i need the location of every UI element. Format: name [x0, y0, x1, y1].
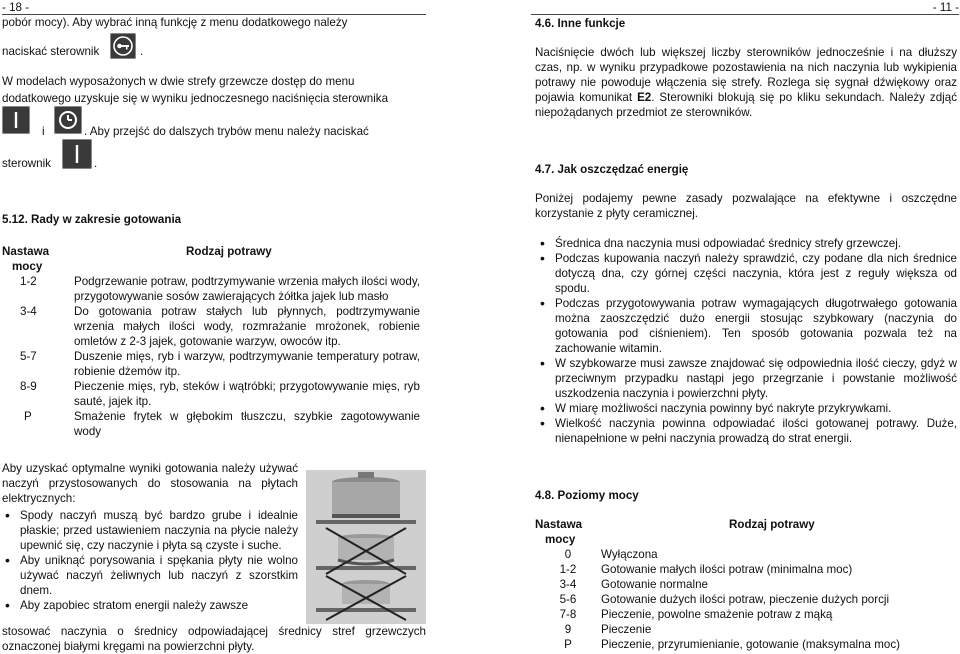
row-food-description: Duszenie mięs, ryb i warzyw, podtrzymywanie temperatury potraw, robienie dżemów itp.	[74, 350, 420, 378]
row-food-description: Pieczenie	[601, 623, 652, 636]
list-item: • Aby zapobiec stratom energii należy zawsze	[2, 598, 298, 613]
error-code-e2: E2	[637, 91, 652, 104]
row-power-level: 1-2	[20, 275, 37, 288]
table-row	[535, 547, 957, 562]
row-power-level: 7-8	[559, 608, 577, 621]
timer-icon	[54, 106, 82, 134]
table-row	[535, 577, 957, 592]
cooking-table	[2, 244, 426, 439]
key-icon	[110, 33, 136, 59]
section-title-4-6: 4.6. Inne funkcje	[535, 17, 626, 30]
table-row	[535, 622, 957, 637]
cooking-table-body	[2, 274, 426, 439]
intro-text-2b: .	[140, 45, 144, 58]
table-row	[2, 409, 426, 439]
row-food-description: Gotowanie normalne	[601, 578, 708, 591]
table-row	[535, 607, 957, 622]
power-icon	[2, 106, 30, 134]
row-food-description: Do gotowania potraw stałych lub płynnych, podtrzymywanie wrzenia małych ilości wody, rozmrażanie mrożonek, robienie omletów z 2-3 jajek, gotowanie warzyw, owoców itp.	[74, 305, 420, 348]
table-row	[2, 304, 426, 349]
section-title-5-12: 5.12. Rady w zakresie gotowania	[2, 213, 182, 226]
list-item: • Podczas kupowania naczyń należy sprawdzić, czy podane dla nich średnice dotyczą dna, czy górnej części naczynia, która jest z reguły większa od spodu.	[537, 251, 957, 296]
row-power-level: 0	[564, 548, 572, 561]
page-number-right: - 11 -	[932, 1, 959, 14]
tips-list	[2, 508, 298, 613]
intro-text-2a: naciskać sterownik	[2, 45, 100, 58]
power-levels-body	[535, 547, 957, 652]
section-4-6-text-b: . Sterowniki blokują się po kliku sekundach. Należy zdjąć niepożądanych przedmiot ze sterowników.	[535, 91, 957, 119]
levels-col-header-power-line2: mocy	[545, 533, 576, 546]
para2-line-3	[2, 104, 426, 136]
row-food-description: Podgrzewanie potraw, podtrzymywanie wrzenia małych ilości wody, przygotowywanie sosów zawierających żółtka jajek lub masło	[74, 275, 420, 303]
cookware-illustration	[306, 470, 426, 624]
tips-intro: Aby uzyskać optymalne wyniki gotowania należy używać naczyń przystosowanych do stosowania na płytach elektrycznych:	[2, 462, 298, 505]
row-power-level: 5-7	[20, 350, 37, 363]
list-item: • Spody naczyń muszą być bardzo grube i idealnie płaskie; przed ustawieniem naczynia na płycie należy upewnić się, czy naczynie i płyta są czyste i suche.	[2, 508, 298, 553]
table-row	[535, 562, 957, 577]
col-header-power-line2: mocy	[12, 260, 43, 273]
row-power-level: 3-4	[559, 578, 577, 591]
table-row	[2, 274, 426, 304]
list-item: • W szybkowarze musi zawsze znajdować się odpowiednia ilość cieczy, gdyż w przeciwnym przypadku nastąpi jego przegrzanie i powstanie możliwość uszkodzenia naczynia i powierzchni płyty.	[537, 356, 957, 401]
row-power-level: 3-4	[20, 305, 37, 318]
section-4-6-text	[535, 45, 957, 120]
section-title-4-7: 4.7. Jak oszczędzać energię	[535, 163, 689, 176]
section-title-4-8: 4.8. Poziomy mocy	[535, 489, 639, 502]
row-power-level: P	[24, 410, 32, 423]
list-item: • Aby uniknąć porysowania i spękania płyty nie wolno używać naczyń żeliwnych lub naczyń z szorstkim dnem.	[2, 553, 298, 598]
table-row	[535, 592, 957, 607]
cookware-illustration-svg	[306, 470, 426, 624]
row-food-description: Gotowanie dużych ilości potraw, pieczenie dużych porcji	[601, 593, 890, 606]
table-row	[535, 637, 957, 652]
table-row	[2, 379, 426, 409]
row-power-level: 1-2	[559, 563, 577, 576]
energy-tips-list	[537, 236, 957, 446]
row-power-level: 8-9	[20, 380, 37, 393]
list-item: • Wielkość naczynia powinna odpowiadać ilości gotowanej potrawy. Duże, nienapełnione w pełni naczynia prowadzą do strat energii.	[537, 416, 957, 446]
row-food-description: Pieczenie, przyrumienianie, gotowanie (maksymalna moc)	[601, 638, 900, 651]
para2-text-3a: i	[42, 125, 45, 138]
para2-text-4b: .	[94, 157, 98, 170]
header-rule-right	[531, 14, 959, 15]
tips-tail: stosować naczynia o średnicy odpowiadającej średnicy stref grzewczych oznaczonej białymi kręgami na powierzchni płyty.	[2, 625, 426, 653]
section-4-6-text-a: Naciśnięcie dwóch lub większej liczby sterowników jednocześnie i na dłuższy czas, np. w wyniku przypadkowe pozostawienia na nich naczynia lub wykipienia potrawy nie powoduje włączenia się strefy. Rozlega się sygnał dźwiękowy oraz pojawia komunikat	[535, 46, 957, 104]
intro-line-2	[2, 31, 426, 61]
intro-line-1: pobór mocy). Aby wybrać inną funkcję z menu dodatkowego należy	[2, 16, 348, 29]
row-food-description: Pieczenie mięs, ryb, steków i wątróbki; przygotowywanie mięs, ryb sauté, jajek itp.	[74, 380, 420, 408]
row-power-level: 5-6	[559, 593, 577, 606]
page-number-left: - 18 -	[2, 1, 30, 14]
para2-text-3b: . Aby przejść do dalszych trybów menu należy naciskać	[84, 125, 369, 138]
row-food-description: Smażenie frytek w głębokim tłuszczu, szybkie zagotowywanie wody	[74, 410, 420, 438]
para2-line-2: dodatkowego uzyskuje się w wyniku jednoczesnego naciśnięcia sterownika	[2, 92, 389, 105]
cooking-table-header	[2, 244, 426, 274]
power-icon	[62, 139, 92, 169]
para2-line-1: W modelach wyposażonych w dwie strefy grzewcze dostęp do menu	[2, 75, 355, 88]
list-item: • Podczas przygotowywania potraw wymagających długotrwałego gotowania można zaoszczędzić dużo energii stosując szybkowary (naczynia do gotowania pod ciśnieniem). Ten sposób gotowania pozwala też na zachowanie witamin.	[537, 296, 957, 356]
levels-col-header-food: Rodzaj potrawy	[729, 518, 815, 531]
section-4-7-intro: Poniżej podajemy pewne zasady pozwalające na efektywne i oszczędne korzystanie z płyty ceramicznej.	[535, 192, 957, 220]
levels-col-header-power-line1: Nastawa	[535, 518, 583, 531]
col-header-power-line1: Nastawa	[2, 245, 50, 258]
table-row	[2, 349, 426, 379]
power-levels-header	[535, 517, 957, 547]
row-food-description: Pieczenie, powolne smażenie potraw z mąką	[601, 608, 833, 621]
power-levels-table	[535, 517, 957, 652]
row-power-level: 9	[564, 623, 572, 636]
row-food-description: Wyłączona	[601, 548, 658, 561]
row-power-level: P	[564, 638, 572, 651]
list-item: • W miarę możliwości naczynia powinny być nakryte przykrywkami.	[537, 401, 957, 416]
para2-line-4	[2, 138, 426, 172]
list-item: • Średnica dna naczynia musi odpowiadać średnicy strefy grzewczej.	[537, 236, 957, 251]
col-header-food: Rodzaj potrawy	[186, 245, 272, 258]
para2-text-4a: sterownik	[2, 157, 51, 170]
row-food-description: Gotowanie małych ilości potraw (minimalna moc)	[601, 563, 853, 576]
